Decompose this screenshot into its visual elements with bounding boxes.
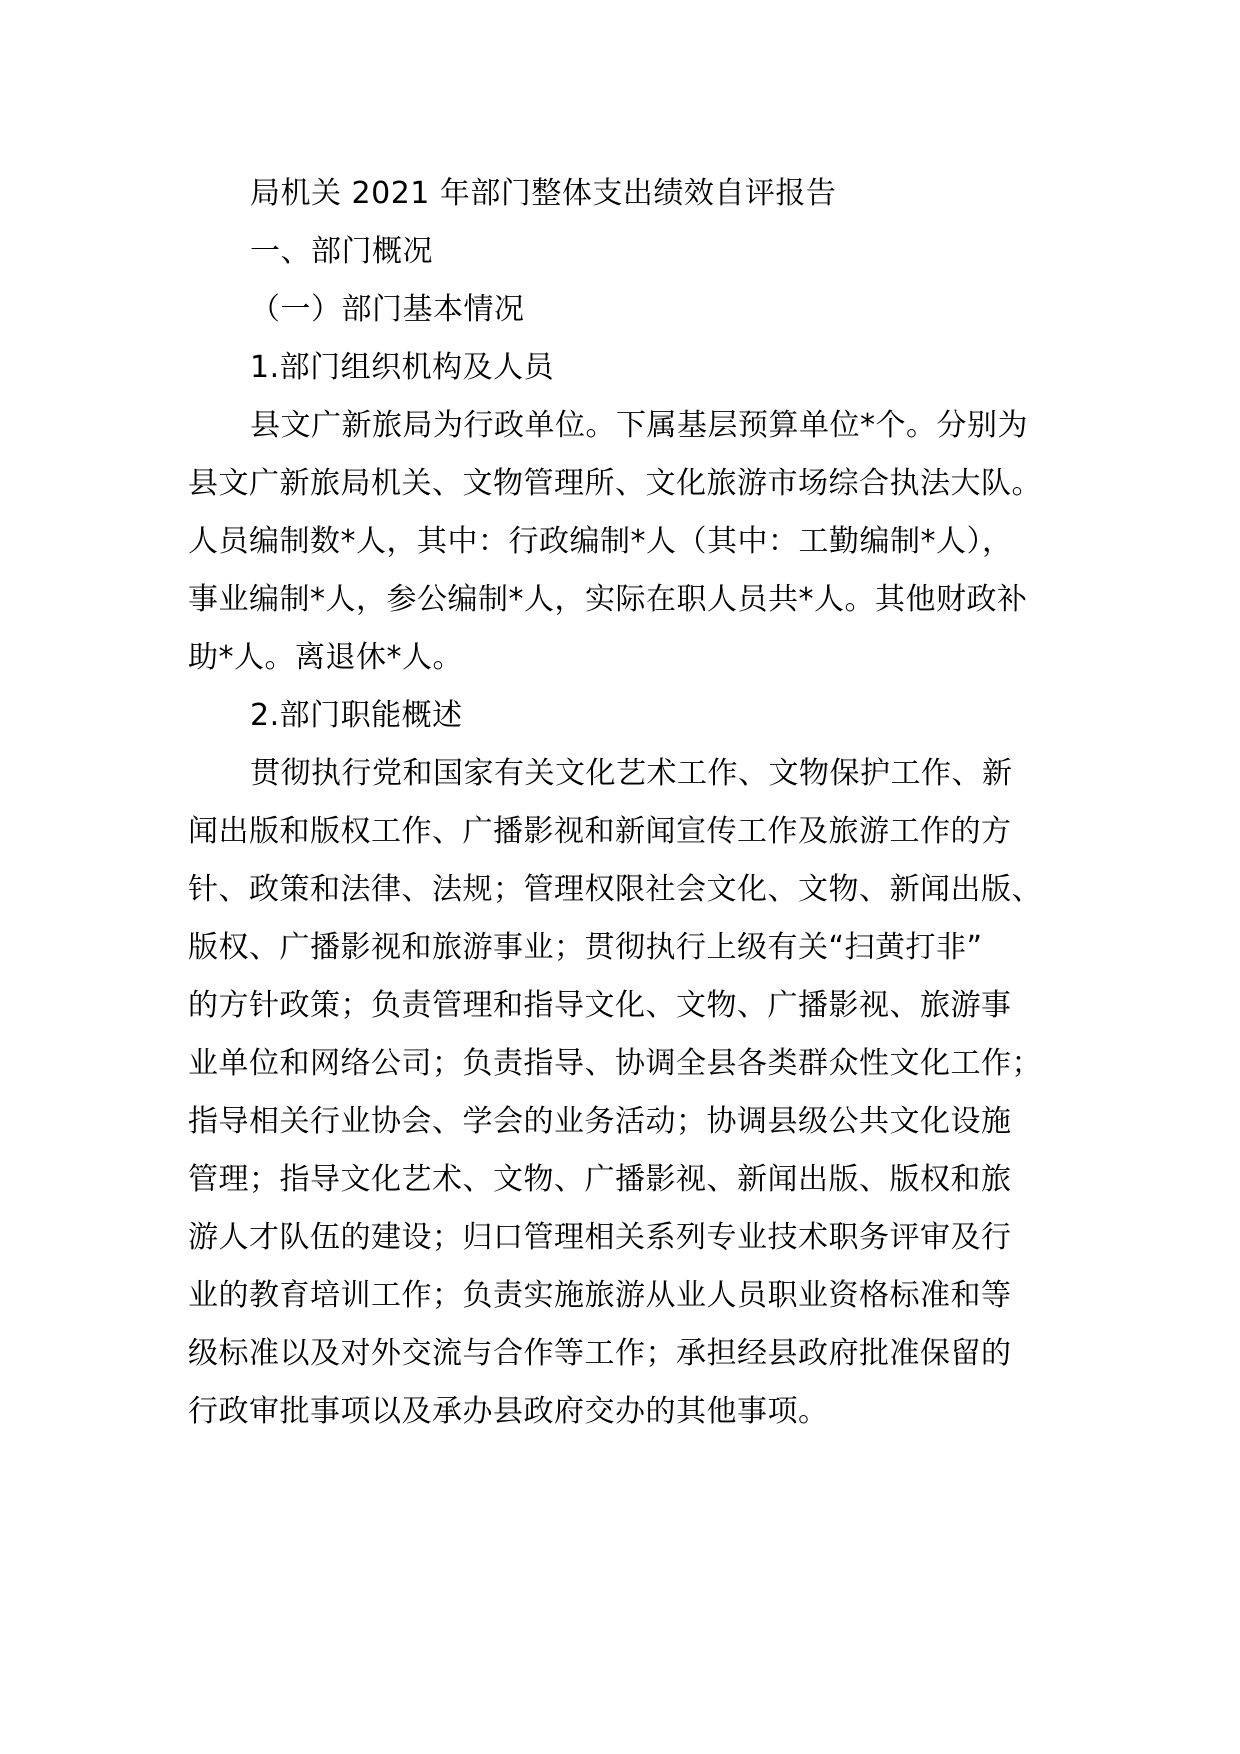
paragraph-line: 指导相关行业协会、学会的业务活动；协调县级公共文化设施	[188, 1104, 1012, 1139]
paragraph-line: 游人才队伍的建设；归口管理相关系列专业技术职务评审及行	[188, 1220, 1012, 1255]
item-heading: 2.部门职能概述	[250, 698, 463, 733]
paragraph-line: 管理；指导文化艺术、文物、广播影视、新闻出版、版权和旅	[188, 1162, 1012, 1197]
paragraph-line: 县文广新旅局机关、文物管理所、文化旅游市场综合执法大队。	[188, 466, 1042, 501]
paragraph-line: 版权、广播影视和旅游事业；贯彻执行上级有关“扫黄打非”	[188, 930, 983, 965]
item-heading: 1.部门组织机构及人员	[250, 350, 555, 385]
paragraph-line: 人员编制数*人，其中：行政编制*人（其中：工勤编制*人），	[188, 524, 1013, 559]
paragraph-line: 闻出版和版权工作、广播影视和新闻宣传工作及旅游工作的方	[188, 814, 1012, 849]
subsection-heading: （一）部门基本情况	[250, 292, 525, 327]
paragraph-line: 业单位和网络公司；负责指导、协调全县各类群众性文化工作；	[188, 1046, 1042, 1081]
paragraph-line: 针、政策和法律、法规；管理权限社会文化、文物、新闻出版、	[188, 872, 1042, 907]
paragraph-line: 事业编制*人，参公编制*人，实际在职人员共*人。其他财政补	[188, 582, 1028, 617]
section-heading: 一、部门概况	[250, 234, 433, 269]
document-title: 局机关 2021 年部门整体支出绩效自评报告	[250, 176, 837, 211]
paragraph-line: 级标准以及对外交流与合作等工作；承担经县政府批准保留的	[188, 1336, 1012, 1371]
paragraph-line: 业的教育培训工作；负责实施旅游从业人员职业资格标准和等	[188, 1278, 1012, 1313]
paragraph-line: 行政审批事项以及承办县政府交办的其他事项。	[188, 1394, 829, 1429]
paragraph-line: 贯彻执行党和国家有关文化艺术工作、文物保护工作、新	[250, 756, 1013, 791]
paragraph-line: 的方针政策；负责管理和指导文化、文物、广播影视、旅游事	[188, 988, 1012, 1023]
paragraph-line: 助*人。离退休*人。	[188, 640, 463, 675]
paragraph-line: 县文广新旅局为行政单位。下属基层预算单位*个。分别为	[250, 408, 1028, 443]
